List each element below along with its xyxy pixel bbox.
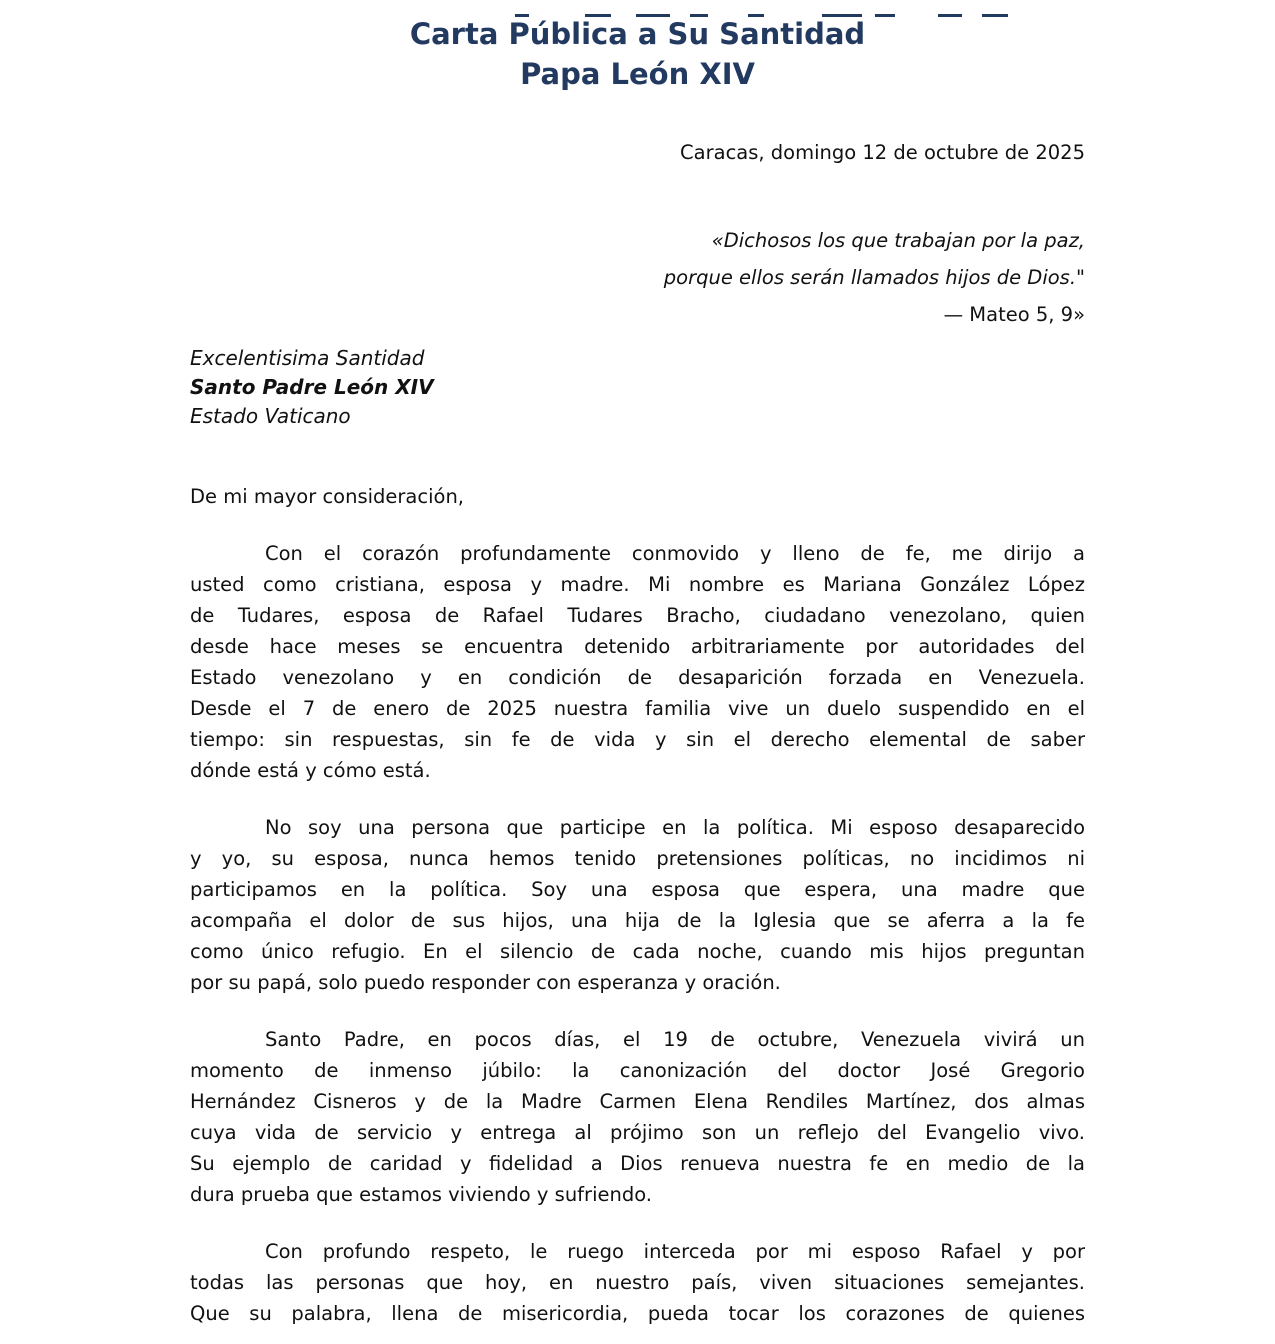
page-title: [190, 14, 1085, 94]
recipient-location: Estado Vaticano: [190, 404, 351, 428]
body-line: y yo, su esposa, nunca hemos tenido pretensiones políticas, no incidimos ni: [190, 847, 1085, 870]
body-line: Estado venezolano y en condición de desaparición forzada en Venezuela.: [190, 666, 1085, 689]
body-line: desde hace meses se encuentra detenido arbitrariamente por autoridades del: [190, 635, 1085, 658]
page-title-line-2: Papa León XIV: [520, 57, 755, 91]
body-line: dónde está y cómo está.: [190, 759, 431, 782]
cropped-glyph-fragment: [515, 14, 529, 17]
cropped-glyph-fragment: [938, 14, 962, 17]
cropped-glyph-fragment: [822, 14, 862, 17]
epigraph-line-1: «Dichosos los que trabajan por la paz,: [711, 229, 1085, 252]
body-line: Con profundo respeto, le ruego interceda por mi esposo Rafael y por: [265, 1240, 1085, 1263]
cropped-glyph-fragment: [875, 14, 895, 17]
recipient-name: Santo Padre León XIV: [190, 375, 434, 399]
body-line: de Tudares, esposa de Rafael Tudares Bracho, ciudadano venezolano, quien: [190, 604, 1085, 627]
recipient-honorific: Excelentisima Santidad: [190, 346, 425, 370]
body-line: tiempo: sin respuestas, sin fe de vida y sin el derecho elemental de saber: [190, 728, 1085, 751]
body-line: como único refugio. En el silencio de cada noche, cuando mis hijos preguntan: [190, 940, 1085, 963]
body-line: momento de inmenso júbilo: la canonización del doctor José Gregorio: [190, 1059, 1085, 1082]
body-line: dura prueba que estamos viviendo y sufriendo.: [190, 1183, 653, 1206]
recipient-block: [190, 344, 1085, 431]
body-line: cuya vida de servicio y entrega al prójimo son un reflejo del Evangelio vivo.: [190, 1121, 1085, 1144]
body-line: usted como cristiana, esposa y madre. Mi nombre es Mariana González López: [190, 573, 1085, 596]
body-line: Hernández Cisneros y de la Madre Carmen Elena Rendiles Martínez, dos almas: [190, 1090, 1085, 1113]
body-line: No soy una persona que participe en la política. Mi esposo desaparecido: [265, 816, 1085, 839]
cropped-glyph-fragment: [690, 14, 708, 17]
body-line: Santo Padre, en pocos días, el 19 de octubre, Venezuela vivirá un: [265, 1028, 1085, 1051]
cropped-glyph-fragment: [636, 14, 670, 17]
letter-page: [0, 14, 1275, 1344]
body-line: Que su palabra, llena de misericordia, pueda tocar los corazones de quienes: [190, 1302, 1085, 1325]
paragraph-2: [190, 812, 1085, 998]
page-title-line-1: Carta Pública a Su Santidad: [409, 17, 866, 51]
epigraph-line-2: porque ellos serán llamados hijos de Dios.": [663, 266, 1085, 289]
epigraph-block: [190, 222, 1085, 333]
paragraph-1: [190, 538, 1085, 786]
body-line: Desde el 7 de enero de 2025 nuestra familia vive un duelo suspendido en el: [190, 697, 1085, 720]
cropped-glyph-fragment: [982, 14, 1008, 17]
cropped-line-artifact: [0, 14, 1275, 18]
body-line: Su ejemplo de caridad y fidelidad a Dios renueva nuestra fe en medio de la: [190, 1152, 1085, 1175]
body-line: por su papá, solo puedo responder con esperanza y oración.: [190, 971, 781, 994]
body-line: todas las personas que hoy, en nuestro país, viven situaciones semejantes.: [190, 1271, 1085, 1294]
body-line: acompaña el dolor de sus hijos, una hija de la Iglesia que se aferra a la fe: [190, 909, 1085, 932]
paragraph-3: [190, 1024, 1085, 1210]
date-line: Caracas, domingo 12 de octubre de 2025: [680, 141, 1085, 164]
salutation: De mi mayor consideración,: [190, 485, 465, 508]
epigraph-attribution: — Mateo 5, 9»: [943, 303, 1085, 326]
body-line: participamos en la política. Soy una esposa que espera, una madre que: [190, 878, 1085, 901]
cropped-glyph-fragment: [748, 14, 764, 17]
cropped-glyph-fragment: [585, 14, 611, 17]
body-line: Con el corazón profundamente conmovido y lleno de fe, me dirijo a: [265, 542, 1085, 565]
paragraph-4: [190, 1236, 1085, 1329]
